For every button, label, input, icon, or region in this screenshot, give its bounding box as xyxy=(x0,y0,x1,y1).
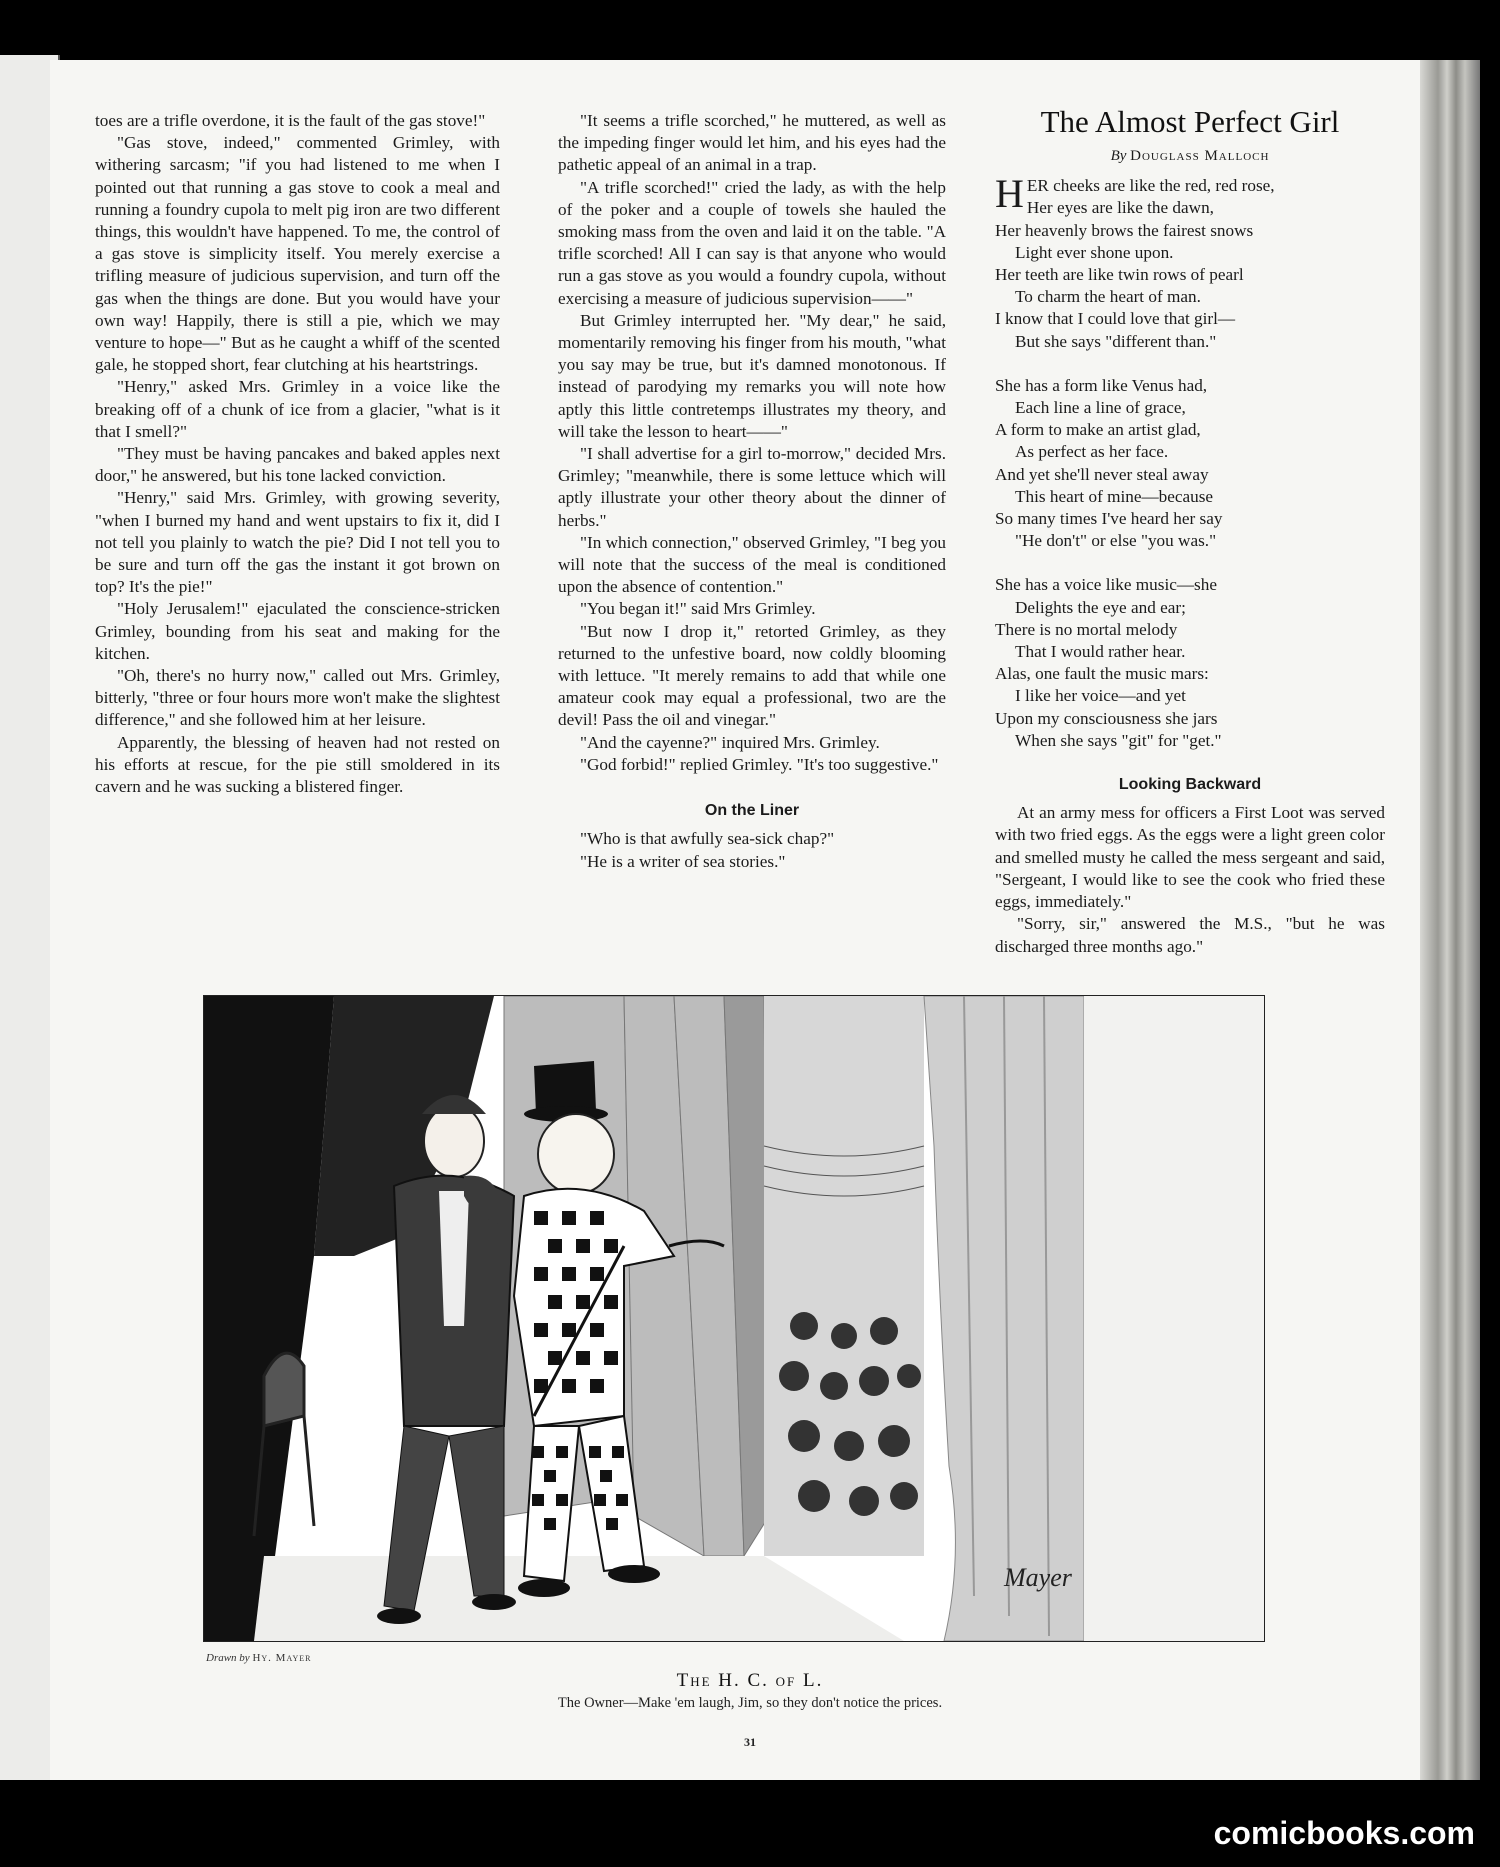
paragraph: "Holy Jerusalem!" ejaculated the conscience-stricken Grimley, bounding from his seat and making for the kitchen. xyxy=(95,599,500,663)
poem-line: To charm the heart of man. xyxy=(1015,287,1201,307)
paragraph: "It seems a trifle scorched," he muttered, as well as the impeding finger would let him, and his eyes had the pathetic appeal of an animal in a trap. xyxy=(558,111,946,175)
cartoon-caption: The Owner—Make 'em laugh, Jim, so they don't notice the prices. xyxy=(557,1695,943,1711)
paragraph: "Sorry, sir," answered the M.S., "but he was discharged three months ago." xyxy=(995,914,1385,956)
poem-title: The Almost Perfect Girl xyxy=(1040,104,1340,139)
stage-scene-drawing xyxy=(204,996,1264,1641)
poem-stanza xyxy=(995,171,1385,353)
paragraph: But Grimley interrupted her. "My dear," he said, momentarily removing his finger from his mouth, "what you say may be true, but it's damned monotonous. If instead of parodying my remarks you will note how aptly this little contretemps illustrates my theory, and will take the lesson to heart——" xyxy=(558,310,946,441)
paragraph: "Henry," said Mrs. Grimley, with growing severity, "when I burned my hand and went upstairs to fix it, did I not tell you plainly to watch the pie? Did I not tell you to be sure and turn off the gas the instant it got brown on top? It's the pie!" xyxy=(95,488,500,597)
poem-line: She has a voice like music—she xyxy=(995,575,1217,595)
paragraph: "You began it!" said Mrs Grimley. xyxy=(580,599,816,619)
poem-line: Alas, one fault the music mars: xyxy=(995,664,1209,684)
paragraph: "Gas stove, indeed," commented Grimley, with withering sarcasm; "if you had listened to me when I pointed out that running a gas stove to cook a meal and running a foundry cupola to melt pig iron are two different things, this wouldn't have happened. To me, the control of a gas stove is simplicity itself. You merely exercise a trifling measure of judicious supervision, and turn off the gas when the things are done. But you would have your own way! Happily, there is still a pie, which we may venture to hope—" But as he caught a whiff of the scented gale, he stopped short, fear clutching at his heartstrings. xyxy=(95,133,500,375)
page-stack-edge xyxy=(1420,60,1480,1780)
drop-cap: H xyxy=(995,171,1024,217)
poem-line: Light ever shone upon. xyxy=(1015,242,1174,262)
poem-column xyxy=(995,105,1385,958)
poem-line: Her eyes are like the dawn, xyxy=(1026,198,1214,218)
credit-artist: Hy. Mayer xyxy=(252,1652,312,1664)
cartoon-title: The H. C. of L. xyxy=(676,1670,824,1691)
poem-line: Delights the eye and ear; xyxy=(1015,597,1186,617)
cartoon-illustration xyxy=(203,995,1265,1642)
poem-line: A form to make an artist glad, xyxy=(995,420,1201,440)
paragraph: "Oh, there's no hurry now," called out Mrs. Grimley, bitterly, "three or four hours more won't make the slightest difference," and she followed him at her leisure. xyxy=(95,666,500,730)
page-number: 31 xyxy=(744,1735,756,1749)
poem-line: And yet she'll never steal away xyxy=(995,464,1209,484)
poem-line: "He don't" or else "you was." xyxy=(1015,531,1217,551)
poem-line: But she says "different than." xyxy=(1015,331,1217,351)
backward-heading: Looking Backward xyxy=(1118,776,1262,794)
byline-by: By xyxy=(1110,148,1127,164)
poem-line: As perfect as her face. xyxy=(1015,442,1169,462)
paragraph: "But now I drop it," retorted Grimley, as they returned to the unfestive board, now coldly blooming with lettuce. "It merely remains to add that while one amateur cook may equal a professional, two are the devil! Pass the oil and vinegar." xyxy=(558,621,946,730)
poem-author: Douglass Malloch xyxy=(1130,148,1270,164)
poem-line: So many times I've heard her say xyxy=(995,509,1223,529)
poem-line: Each line a line of grace, xyxy=(1015,398,1186,418)
poem-body xyxy=(995,171,1385,752)
illustration-credit xyxy=(206,1652,312,1664)
poem-stanza xyxy=(995,375,1385,553)
paragraph: "In which connection," observed Grimley, "I beg you will note that the success of the meal is conditioned upon the absence of contention." xyxy=(558,532,946,597)
poem-line: I like her voice—and yet xyxy=(1015,686,1186,706)
story-column-2 xyxy=(558,110,946,873)
poem-line: There is no mortal melody xyxy=(995,619,1178,639)
paragraph: "Henry," asked Mrs. Grimley in a voice like the breaking off of a chunk of ice from a glacier, "what is it that I smell?" xyxy=(95,377,500,441)
poem-byline xyxy=(995,145,1385,167)
paragraph: "And the cayenne?" inquired Mrs. Grimley. xyxy=(580,732,880,752)
poem-line: She has a form like Venus had, xyxy=(995,375,1208,395)
poem-line: Her heavenly brows the fairest snows xyxy=(995,220,1254,240)
paragraph: Apparently, the blessing of heaven had not rested on his efforts at rescue, for the pie still smoldered in its cavern and he was sucking a blistered finger. xyxy=(95,732,500,797)
poem-line: Upon my consciousness she jars xyxy=(995,708,1218,728)
poem-line: When she says "git" for "get." xyxy=(1015,730,1222,750)
site-watermark: comicbooks.com xyxy=(1213,1815,1475,1851)
poem-stanza xyxy=(995,574,1385,752)
paragraph: "God forbid!" replied Grimley. "It's too suggestive." xyxy=(580,754,939,774)
paragraph: "I shall advertise for a girl to-morrow," decided Mrs. Grimley; "meanwhile, there is some lettuce which will aptly illustrate your other theory about the dinner of herbs." xyxy=(558,444,946,530)
artist-signature: Mayer xyxy=(1004,1563,1072,1592)
story-column-2-body xyxy=(558,110,946,776)
poem-line: Her teeth are like twin rows of pearl xyxy=(995,265,1244,285)
liner-line: "Who is that awfully sea-sick chap?" xyxy=(580,829,835,849)
poem-line: That I would rather hear. xyxy=(1015,642,1186,662)
credit-prefix: Drawn by xyxy=(206,1652,250,1664)
paragraph: toes are a trifle overdone, it is the fault of the gas stove!" xyxy=(95,111,486,130)
poem-line: This heart of mine—because xyxy=(1015,486,1214,506)
paragraph: At an army mess for officers a First Loot was served with two fried eggs. As the eggs were a light green color and smelled musty he called the mess sergeant and said, "Sergeant, I would like to see the cook who fried these eggs, immediately." xyxy=(995,803,1385,912)
story-column-1 xyxy=(95,110,500,798)
liner-joke xyxy=(558,828,946,872)
poem-line: I know that I could love that girl— xyxy=(995,309,1236,329)
paragraph: "A trifle scorched!" cried the lady, as with the help of the poker and a couple of towels she hauled the smoking mass from the oven and laid it on the table. "A trifle scorched! All I can say is that anyone who would run a gas stove as you would a foundry cupola, without exercising a measure of judicious supervision——" xyxy=(558,177,946,308)
liner-line: "He is a writer of sea stories." xyxy=(580,851,786,871)
backward-joke xyxy=(995,802,1385,957)
liner-heading: On the Liner xyxy=(704,802,800,820)
poem-line-text: ER cheeks are like the red, red rose, xyxy=(1026,176,1275,196)
paragraph: "They must be having pancakes and baked apples next door," he answered, but his tone lacked conviction. xyxy=(95,444,500,486)
